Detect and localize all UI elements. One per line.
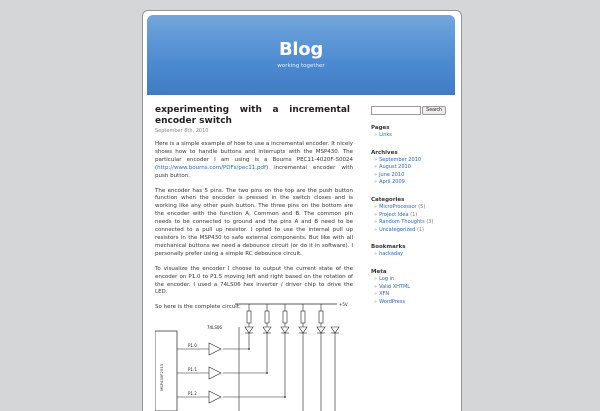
meta-link-xfn[interactable]: XFN bbox=[379, 291, 390, 298]
paragraph-3: To visualize the encoder I choose to output the current state of the encoder on P1.0 to P1.5 moving left and right based on the rotation of the encoder. I used a 74LS06 hex inverter / driver chip to drive the LED. bbox=[155, 265, 353, 296]
archive-link-jun-2010[interactable]: June 2010 bbox=[379, 171, 405, 178]
category-link-project-idea[interactable]: Project Idea bbox=[379, 211, 409, 218]
mcu-label: MSP430F2013 bbox=[159, 363, 164, 391]
category-count: (3) bbox=[426, 219, 434, 226]
archive-link-apr-2009[interactable]: April 2009 bbox=[379, 179, 405, 186]
meta-link-valid-xhtml[interactable]: Valid XHTML bbox=[379, 283, 411, 290]
list-item bbox=[374, 132, 451, 140]
category-link-microprocessor[interactable]: MicroProcessor bbox=[379, 203, 417, 210]
pages-heading: Pages bbox=[371, 125, 390, 131]
list-item bbox=[374, 219, 451, 227]
list-item bbox=[374, 164, 451, 172]
search-button[interactable]: Search bbox=[422, 106, 446, 115]
bookmarks-list bbox=[371, 251, 451, 259]
list-item bbox=[374, 204, 451, 212]
list-item bbox=[374, 299, 451, 307]
paragraph-1-tail: ) incremental encoder with push button. bbox=[155, 164, 353, 179]
paragraph-1-text: Here is a simple example of how to use a incremental encoder. It nicely shows how to handle buttons and interrupts with the MSP430. The particular encoder I am using is a Bourns PEC11-4020F-S0024 ( bbox=[155, 141, 353, 171]
paragraph-2: The encoder has 5 pins. The two pins on the top are the push button function when the encoder is pressed in the switch closes and is working like any other push button. The three pins on the bottom are the encoder with the function A, Common and B. The common pin needs to be connected to ground and the pins A and B need to be connected to a pull up resistor. I opted to use the internal pull up resistors in the MSP430 to safe external components. But like with all mechanical buttons we need a debounce circuit (or do it in software). I personally prefer using a simple RC debounce circuit. bbox=[155, 187, 353, 257]
pin-label-p10: P1.0 bbox=[188, 343, 197, 348]
page-link-links[interactable]: Links bbox=[379, 132, 392, 138]
post-entry bbox=[155, 141, 353, 312]
list-item bbox=[374, 227, 451, 235]
list-item bbox=[374, 284, 451, 292]
sidebar bbox=[371, 105, 451, 306]
post-title-line1[interactable]: experimenting with a incremental bbox=[155, 105, 350, 115]
post-content bbox=[155, 105, 353, 312]
blog-title-link[interactable]: Blog bbox=[279, 39, 323, 60]
pages-list bbox=[371, 132, 451, 140]
post-title-line2[interactable]: encoder switch bbox=[155, 116, 232, 126]
list-item bbox=[374, 157, 451, 165]
category-count: (5) bbox=[418, 203, 426, 210]
pin-label-p11: P1.1 bbox=[188, 367, 197, 372]
post-date: September 8th, 2010 bbox=[155, 128, 209, 134]
meta-list bbox=[371, 276, 451, 306]
vcc-label: +5V bbox=[339, 302, 348, 307]
circuit-diagram bbox=[155, 301, 353, 411]
pin-label-p12: P1.2 bbox=[188, 391, 197, 396]
list-item bbox=[374, 179, 451, 187]
search-form bbox=[371, 105, 451, 115]
category-link-uncategorized[interactable]: Uncategorized bbox=[379, 226, 416, 233]
archives-heading: Archives bbox=[371, 149, 398, 156]
category-count: (1) bbox=[410, 211, 418, 218]
pec11-pdf-link[interactable]: http://www.bourns.com/PDFs/pec11.pdf bbox=[157, 164, 266, 171]
list-item bbox=[374, 251, 451, 259]
chip-label: 74LS06 bbox=[207, 325, 222, 330]
blog-header bbox=[147, 15, 455, 95]
list-item bbox=[374, 212, 451, 220]
led-row bbox=[245, 327, 339, 333]
categories-heading: Categories bbox=[371, 196, 405, 203]
bookmark-link-hackaday[interactable]: hackaday bbox=[379, 251, 404, 258]
paragraph-1 bbox=[155, 141, 353, 181]
meta-heading: Meta bbox=[371, 268, 387, 275]
archives-list bbox=[371, 157, 451, 187]
meta-link-wordpress[interactable]: WordPress bbox=[379, 298, 406, 305]
categories-list bbox=[371, 204, 451, 234]
category-count: (1) bbox=[416, 226, 424, 233]
paragraph-4: So here is the complete circuit: bbox=[155, 304, 241, 311]
resistor-bank bbox=[247, 304, 323, 327]
page-container bbox=[142, 10, 462, 411]
search-input[interactable] bbox=[371, 106, 421, 115]
inverter-lines bbox=[177, 327, 335, 411]
post-title[interactable] bbox=[155, 105, 350, 127]
bookmarks-heading: Bookmarks bbox=[371, 244, 406, 251]
blog-description: working together bbox=[277, 63, 325, 69]
list-item bbox=[374, 291, 451, 299]
list-item bbox=[374, 276, 451, 284]
category-link-random-thoughts[interactable]: Random Thoughts bbox=[379, 219, 425, 226]
meta-link-login[interactable]: Log in bbox=[379, 275, 395, 282]
list-item bbox=[374, 172, 451, 180]
archive-link-sep-2010[interactable]: September 2010 bbox=[379, 156, 422, 163]
archive-link-aug-2010[interactable]: August 2010 bbox=[379, 164, 411, 171]
